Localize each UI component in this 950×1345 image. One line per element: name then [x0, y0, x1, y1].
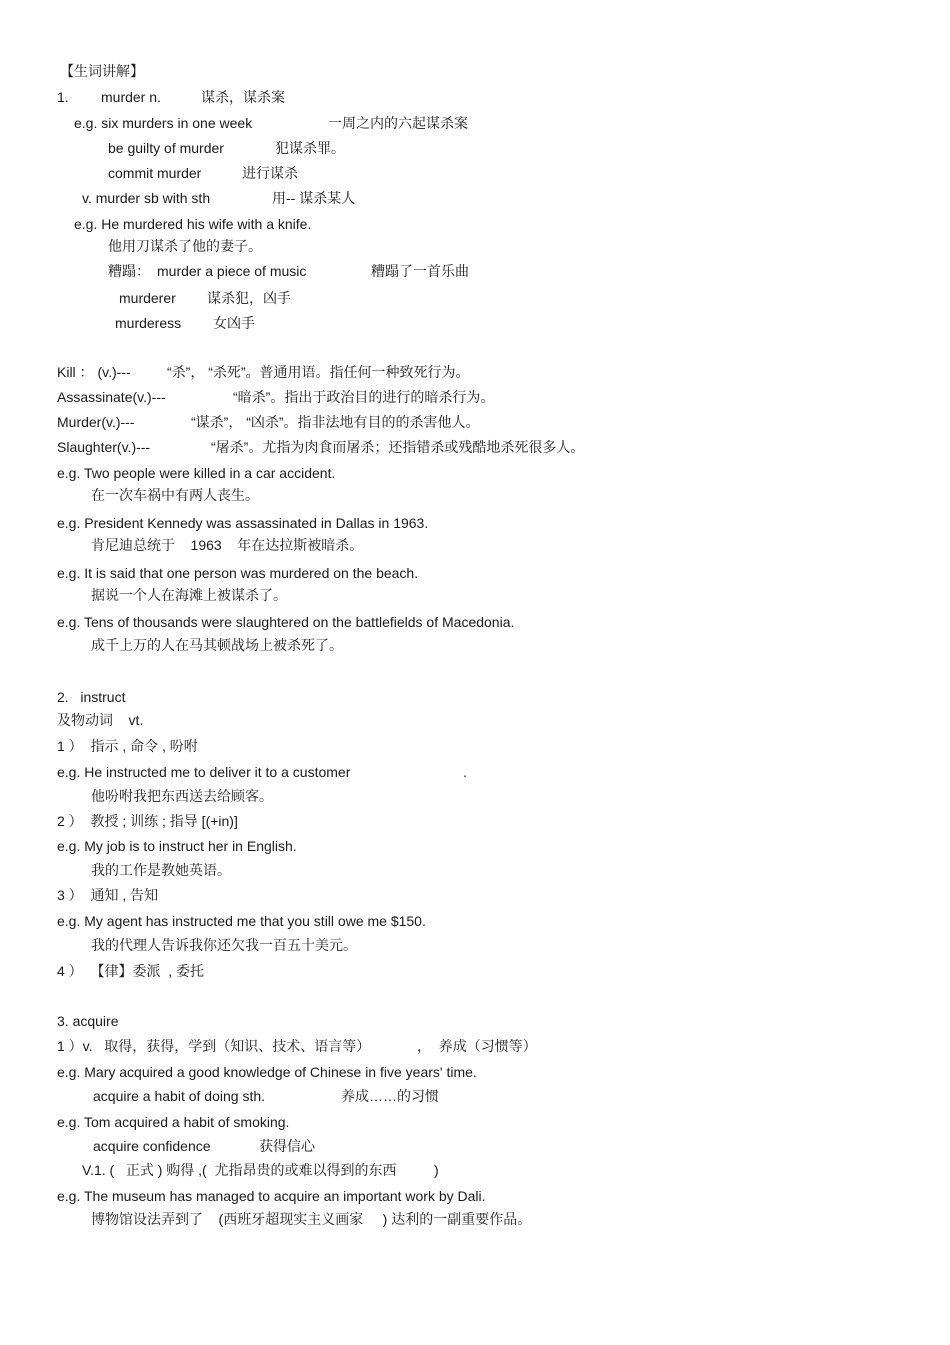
entry-word: murder n. — [101, 89, 161, 105]
example-en: e.g. He murdered his wife with a knife. — [74, 216, 312, 232]
derived-zh: 谋杀犯，凶手 — [207, 290, 291, 306]
example-en: e.g. six murders in one week — [74, 115, 253, 131]
usage-zh: 糟蹋了一首乐曲 — [371, 263, 469, 279]
example-zh: 我的工作是教她英语。 — [91, 862, 231, 878]
example-en: e.g. My agent has instructed me that you still owe me $150. — [57, 913, 426, 929]
closing-paren: ) — [434, 1162, 439, 1178]
example-en: e.g. Tom acquired a habit of smoking. — [57, 1114, 290, 1130]
derived-zh: 女凶手 — [213, 315, 255, 331]
entry-instruct: 2. instruct — [57, 689, 126, 705]
example-en: e.g. The museum has managed to acquire an important work by Dali. — [57, 1188, 486, 1204]
entry-acquire: 3. acquire — [57, 1013, 119, 1029]
derived-en: murderess — [115, 315, 182, 331]
verb-en: v. murder sb with sth — [82, 190, 211, 206]
compare-en: Slaughter(v.)--- — [57, 439, 151, 455]
usage-label: 糟蹋： — [108, 263, 150, 279]
meaning-3: 3 ） 通知 , 告知 — [57, 887, 159, 903]
example-en: e.g. It is said that one person was murdered on the beach. — [57, 565, 419, 581]
example-zh: 肯尼迪总统于 1963 年在达拉斯被暗杀。 — [91, 537, 364, 553]
example-en: e.g. Mary acquired a good knowledge of Chinese in five years' time. — [57, 1064, 477, 1080]
derived-en: murderer — [119, 290, 176, 306]
example-zh: 在一次车祸中有两人丧生。 — [91, 487, 259, 503]
example-en: e.g. President Kennedy was assassinated in Dallas in 1963. — [57, 515, 429, 531]
compare-zh: “暗杀”。指出于政治目的进行的暗杀行为。 — [233, 389, 495, 405]
sentence-period: . — [463, 764, 467, 780]
example-en: e.g. My job is to instruct her in English. — [57, 838, 297, 854]
entry-number: 1. — [57, 89, 69, 105]
example-zh: 犯谋杀罪。 — [275, 140, 345, 156]
part-of-speech: 及物动词 vt. — [57, 712, 144, 728]
phrase-zh: 获得信心 — [259, 1138, 315, 1154]
phrase-en: acquire confidence — [93, 1138, 211, 1154]
compare-zh: “杀”， “杀死”。普通用语。指任何一种致死行为。 — [167, 364, 470, 380]
meaning-extra: ， 养成（习惯等） — [417, 1038, 537, 1054]
example-zh: 一周之内的六起谋杀案 — [328, 115, 468, 131]
compare-en: Assassinate(v.)--- — [57, 389, 166, 405]
phrase-zh: 养成……的习惯 — [341, 1088, 439, 1104]
example-zh: 成千上万的人在马其顿战场上被杀死了。 — [91, 637, 343, 653]
example-zh: 据说一个人在海滩上被谋杀了。 — [91, 587, 287, 603]
example-zh: 进行谋杀 — [242, 165, 298, 181]
verb-zh: 用-- 谋杀某人 — [272, 190, 356, 206]
example-en: e.g. Tens of thousands were slaughtered on the battlefields of Macedonia. — [57, 614, 515, 630]
compare-en: Murder(v.)--- — [57, 414, 135, 430]
example-en: be guilty of murder — [108, 140, 224, 156]
section-heading: 【生词讲解】 — [60, 63, 144, 79]
example-zh: 他用刀谋杀了他的妻子。 — [108, 238, 262, 254]
phrase-en: acquire a habit of doing sth. — [93, 1088, 266, 1104]
meaning-main: V.1. ( 正式 ) 购得 ,( 尤指昂贵的或难以得到的东西 — [82, 1162, 397, 1178]
example-zh: 我的代理人告诉我你还欠我一百五十美元。 — [91, 937, 357, 953]
compare-zh: “屠杀”。尤指为肉食而屠杀；还指错杀或残酷地杀死很多人。 — [211, 439, 585, 455]
compare-en: Kill ： (v.)--- — [57, 364, 131, 380]
meaning-1: 1 ） 指示 , 命令 , 吩咐 — [57, 738, 198, 754]
entry-meaning: 谋杀，谋杀案 — [201, 89, 285, 105]
meaning-main: 1 ）v. 取得，获得，学到（知识、技术、语言等） — [57, 1038, 371, 1054]
meaning-4: 4 ） 【律】委派 , 委托 — [57, 963, 205, 979]
example-en: e.g. Two people were killed in a car accident. — [57, 465, 336, 481]
example-en: commit murder — [108, 165, 202, 181]
example-en: e.g. He instructed me to deliver it to a customer — [57, 764, 351, 780]
usage-en: murder a piece of music — [157, 263, 307, 279]
compare-zh: “谋杀”， “凶杀”。指非法地有目的的杀害他人。 — [191, 414, 480, 430]
example-zh: 博物馆设法弄到了 (西班牙超现实主义画家 ) 达利的一副重要作品。 — [91, 1211, 532, 1227]
example-zh: 他吩咐我把东西送去给顾客。 — [91, 788, 273, 804]
meaning-2: 2 ） 教授 ; 训练 ; 指导 [(+in)] — [57, 813, 238, 829]
